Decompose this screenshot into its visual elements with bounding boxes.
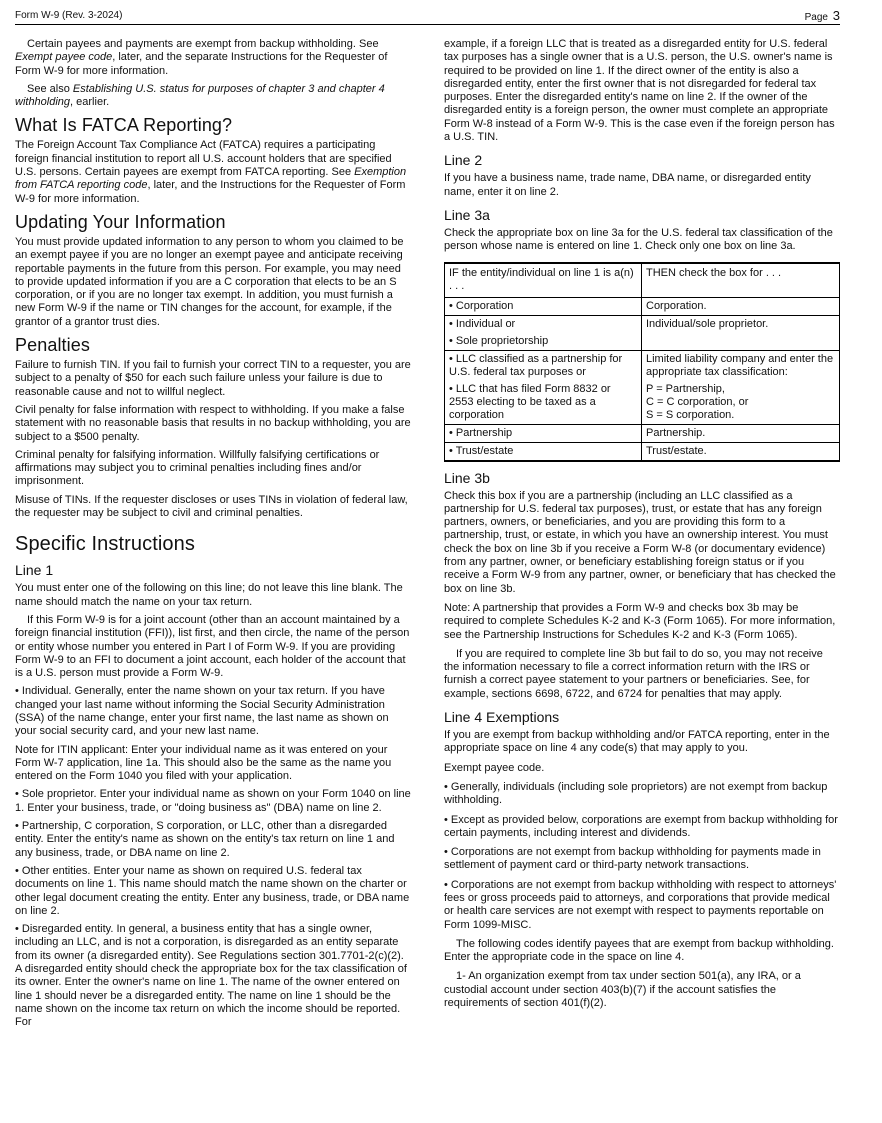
form-label: Form W-9 (Rev. 3-2024)	[15, 10, 123, 21]
code-1: 1- An organization exempt from tax under section 501(a), any IRA, or a custodial account under section 403(b)(7) if the account satisfies the requirements of section 401(f)(2).	[444, 970, 801, 1010]
updating-paragraph: You must provide updated information to any person to whom you claimed to be an exempt payee if you are no longer an exempt payee and anticipate receiving reportable payments in the future from this person. For example, you may need to provide updated information if you are a C corporation that elects to be an S corporation, or if you are no longer tax exempt. In addition, you must furnish a new Form W-9 if the name or TIN changes for the account, for example, if the grantor of a grantor trust dies.	[15, 235, 404, 328]
page-header	[15, 6, 840, 25]
table-row: • Individual or • Sole proprietorship Individual/sole proprietor.	[445, 315, 840, 350]
exempt-bullet: • Generally, individuals (including sole proprietors) are not exempt from backup withholding.	[444, 780, 828, 807]
penalty-civil: Civil penalty for false information with respect to withholding. If you make a false statement with no reasonable basis that results in no backup withholding, you are subject to a $500 penalty.	[15, 403, 411, 443]
line1-joint-account: If this Form W-9 is for a joint account (other than an account maintained by a foreign financial institution (FFI)), list first, and then circle, the name of the person or entity whose number you entered in Part I of Form W-9. If you are providing Form W-9 to an FFI to document a joint account, each holder of the account that is a U.S. person must provide a Form W-9.	[15, 613, 410, 680]
line3a-paragraph: Check the appropriate box on line 3a for the U.S. federal tax classification of the person whose name is entered on line 1. Check only one box on line 3a.	[444, 226, 833, 253]
right-column	[444, 38, 840, 1016]
line3b-note: Note: A partnership that provides a Form W-9 and checks box 3b may be required to complete Schedules K-2 and K-3 (Form 1065). For more information, see the Partnership Instructions for Schedules K-2 and K-3 (Form 1065).	[444, 601, 836, 641]
left-column	[15, 38, 411, 1035]
table-header-then: THEN check the box for . . .	[642, 263, 840, 298]
line4-heading: Line 4 Exemptions	[444, 709, 560, 726]
table-row: • Corporation Corporation.	[445, 297, 840, 315]
line4-paragraph: If you are exempt from backup withholding and/or FATCA reporting, enter in the appropriate space on line 4 any code(s) that may apply to you.	[444, 729, 830, 755]
exempt-bullet: • Corporations are not exempt from backup withholding with respect to attorneys' fees or gross proceeds paid to attorneys, and corporations that provide medical or health care services are not exempt with respect to payments reportable on Form 1099-MISC.	[444, 878, 837, 931]
exempt-payee-code-heading: Exempt payee code.	[444, 761, 545, 774]
page-label: Page	[804, 12, 828, 23]
specific-instructions-heading: Specific Instructions	[15, 533, 195, 556]
penalties-heading: Penalties	[15, 335, 90, 356]
exempt-bullet: • Except as provided below, corporations are exempt from backup withholding for certain payments, including interest and dividends.	[444, 813, 838, 839]
line1-sole-proprietor: • Sole proprietor. Enter your individual name as shown on your Form 1040 on line 1. Enter your business, trade, or "doing business as" (DBA) name on line 2.	[15, 788, 411, 814]
line1-itin-note: Note for ITIN applicant: Enter your individual name as it was entered on your Form W-7 application, line 1a. This should also be the same as the name you entered on the Form 1040 you filed with your application.	[15, 743, 392, 783]
codes-intro: The following codes identify payees that are exempt from backup withholding. Enter the appropriate code in the space on line 4.	[444, 937, 834, 964]
penalty-failure-tin: Failure to furnish TIN. If you fail to furnish your correct TIN to a requester, you are subject to a penalty of $50 for each such failure unless your failure is due to reasonable cause and not to willful neglect.	[15, 359, 411, 398]
see-also-paragraph: See also Establishing U.S. status for purposes of chapter 3 and chapter 4 withholding, earlier.	[15, 82, 385, 109]
line1-heading: Line 1	[15, 562, 54, 579]
penalty-misuse-tin: Misuse of TINs. If the requester discloses or uses TINs in violation of federal law, the requester may be subject to civil and criminal penalties.	[15, 493, 408, 520]
line3b-paragraph: Check this box if you are a partnership (including an LLC classified as a partnership for U.S. federal tax purposes), trust, or estate that has any foreign partners, owners, or beneficiaries, and you are providing this form to a partnership, trust, or estate, in which you have an ownership interest. You must check the box on line 3b if you receive a Form W-8 (or documentary evidence) from any partner, owner, or beneficiary establishing foreign status or if you receive a Form W-9 from any partner, owner, or beneficiary that has checked the box on line 3b.	[444, 489, 836, 595]
table-header-row	[445, 263, 840, 298]
line2-paragraph: If you have a business name, trade name, DBA name, or disregarded entity name, enter it on line 2.	[444, 172, 811, 198]
disregarded-continued: example, if a foreign LLC that is treated as a disregarded entity for U.S. federal tax purposes has a single owner that is a U.S. person, the U.S. owner's name is required to be provided on line 1. If the direct owner of the entity is also a disregarded entity, enter the first owner that is not disregarded for federal tax purposes. Enter the disregarded entity's name on line 2. If the owner of the disregarded entity is a foreign person, the owner must complete an appropriate Form W-8 instead of a Form W-9. This is the case even if the foreign person has a U.S. TIN.	[444, 38, 835, 144]
page-number: 3	[832, 8, 840, 23]
table-row: • Trust/estate Trust/estate.	[445, 442, 840, 461]
line1-intro: You must enter one of the following on this line; do not leave this line blank. The name should match the name on your tax return.	[15, 582, 403, 608]
table-row: • LLC classified as a partnership for U.S. federal tax purposes or • LLC that has filed Form 8832 or 2553 electing to be taxed as a corporation Limited liability company and enter the appropriate tax classification: P = Partnership, C = C corporation, or S = S corporation.	[445, 350, 840, 424]
line1-individual: • Individual. Generally, enter the name shown on your tax return. If you have changed your last name without informing the Social Security Administration (SSA) of the name change, enter your first name, the last name as shown on your social security card, and your new last name.	[15, 685, 389, 738]
line1-disregarded-entity: • Disregarded entity. In general, a business entity that has a single owner, including an LLC, and is not a corporation, is disregarded as an entity separate from its owner (a disregarded entity). See Regulations section 301.7701-2(c)(2). A disregarded entity should check the appropriate box for the tax classification of its owner. Enter the owner's name on line 1. The name of the owner entered on line 1 should never be a disregarded entity. The name on line 1 should be the name shown on the income tax return on which the income should be reported. For	[15, 923, 407, 1029]
line2-heading: Line 2	[444, 152, 483, 169]
line1-partnership: • Partnership, C corporation, S corporation, or LLC, other than a disregarded entity. Enter the entity's name as shown on the entity's tax return on line 1 and any business, trade, or DBA name on line 2.	[15, 820, 395, 859]
updating-heading: Updating Your Information	[15, 211, 226, 232]
line3b-heading: Line 3b	[444, 469, 490, 486]
line1-other-entities: • Other entities. Enter your name as shown on required U.S. federal tax documents on line 1. This name should match the name shown on the charter or other legal document creating the entity. Enter any business, trade, or DBA name on line 2.	[15, 864, 410, 917]
fatca-heading: What Is FATCA Reporting?	[15, 115, 233, 136]
exempt-payees-paragraph: Certain payees and payments are exempt from backup withholding. See Exempt payee code, later, and the separate Instructions for the Requester of Form W-9 for more information.	[15, 38, 388, 77]
penalty-criminal: Criminal penalty for falsifying information. Willfully falsifying certifications or affirmations may subject you to criminal penalties including fines and/or imprisonment.	[15, 448, 380, 488]
fatca-paragraph: The Foreign Account Tax Compliance Act (FATCA) requires a participating foreign financial institution to report all U.S. account holders that are specified U.S. persons. Certain payees are exempt from FATCA reporting. See Exemption from FATCA reporting code, later, and the Instructions for the Requester of Form W-9 for more information.	[15, 139, 407, 205]
table-header-if: IF the entity/individual on line 1 is a(n) . . .	[445, 263, 642, 298]
page-indicator	[805, 8, 840, 23]
classification-table	[444, 262, 840, 462]
exempt-bullet: • Corporations are not exempt from backup withholding for payments made in settlement of payment card or third-party network transactions.	[444, 846, 821, 872]
line3a-heading: Line 3a	[444, 206, 490, 223]
line3b-failure: If you are required to complete line 3b but fail to do so, you may not receive the information necessary to file a correct information return with the IRS or furnish a correct payee statement to your partners or beneficiaries. See, for example, sections 6698, 6722, and 6724 for penalties that may apply.	[444, 647, 823, 700]
table-row: • Partnership Partnership.	[445, 424, 840, 442]
